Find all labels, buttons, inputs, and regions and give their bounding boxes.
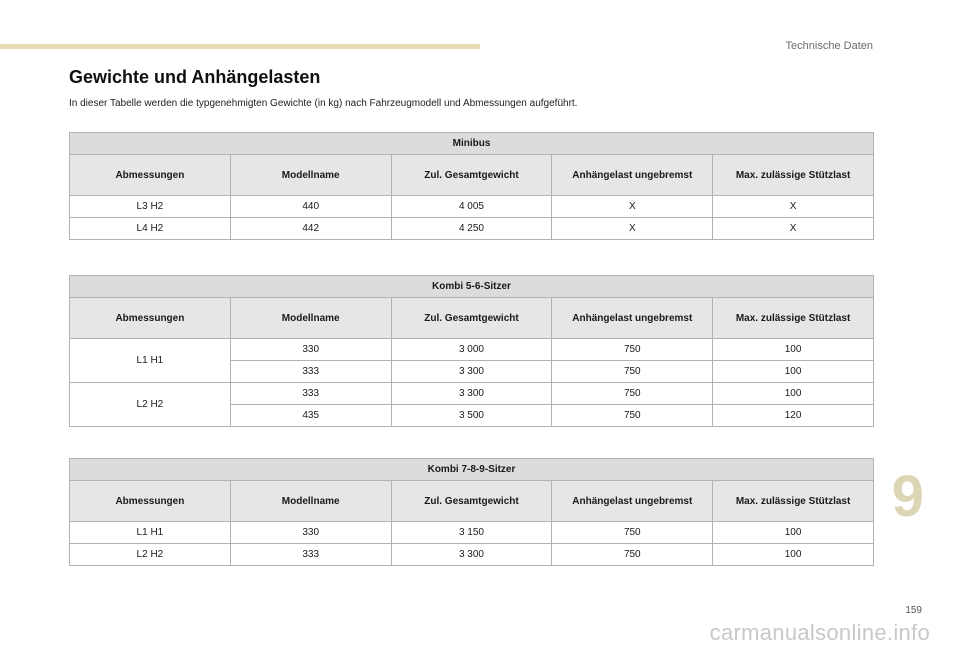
value-cell: 750 — [552, 405, 713, 427]
chapter-number: 9 — [891, 464, 924, 529]
column-header: Anhängelast ungebremst — [552, 155, 713, 196]
watermark: carmanualsonline.info — [709, 620, 930, 645]
column-header: Zul. Gesamtgewicht — [391, 155, 552, 196]
value-cell: 442 — [230, 218, 391, 240]
page-number: 159 — [905, 605, 922, 616]
value-cell: 4 250 — [391, 218, 552, 240]
table-group-header-row — [70, 276, 874, 298]
value-cell: 750 — [552, 361, 713, 383]
value-cell: 333 — [230, 361, 391, 383]
column-header: Anhängelast ungebremst — [552, 481, 713, 522]
table-row — [70, 383, 874, 405]
column-header: Modellname — [230, 481, 391, 522]
table-column-header-row — [70, 155, 874, 196]
column-header: Abmessungen — [70, 481, 231, 522]
column-header: Abmessungen — [70, 155, 231, 196]
dimension-cell: L3 H2 — [70, 196, 231, 218]
value-cell: 3 500 — [391, 405, 552, 427]
value-cell: 435 — [230, 405, 391, 427]
column-header: Modellname — [230, 298, 391, 339]
table-row — [70, 218, 874, 240]
page-title: Gewichte und Anhängelasten — [69, 67, 321, 87]
value-cell: 333 — [230, 383, 391, 405]
value-cell: X — [713, 196, 874, 218]
value-cell: 100 — [713, 383, 874, 405]
table-group-title: Kombi 7-8-9-Sitzer — [70, 459, 874, 481]
value-cell: 750 — [552, 544, 713, 566]
value-cell: 750 — [552, 383, 713, 405]
dimension-cell: L1 H1 — [70, 522, 231, 544]
table-group-header-row — [70, 133, 874, 155]
value-cell: X — [552, 218, 713, 240]
table-row — [70, 339, 874, 361]
weights-table-kombi-5-6 — [69, 275, 874, 427]
value-cell: 333 — [230, 544, 391, 566]
value-cell: 330 — [230, 339, 391, 361]
dimension-cell: L2 H2 — [70, 544, 231, 566]
intro-text: In dieser Tabelle werden die typgenehmigten Gewichte (in kg) nach Fahrzeugmodell und Abmessungen aufgeführt. — [69, 98, 578, 109]
table-group-header-row — [70, 459, 874, 481]
column-header: Zul. Gesamtgewicht — [391, 298, 552, 339]
dimension-cell: L1 H1 — [70, 339, 231, 383]
dimension-cell: L4 H2 — [70, 218, 231, 240]
column-header: Max. zulässige Stützlast — [713, 481, 874, 522]
table-column-header-row — [70, 298, 874, 339]
value-cell: 3 300 — [391, 361, 552, 383]
value-cell: 330 — [230, 522, 391, 544]
table-row — [70, 522, 874, 544]
value-cell: 440 — [230, 196, 391, 218]
column-header: Anhängelast ungebremst — [552, 298, 713, 339]
weights-table-kombi-7-8-9 — [69, 458, 874, 566]
value-cell: X — [552, 196, 713, 218]
table-row — [70, 196, 874, 218]
dimension-cell: L2 H2 — [70, 383, 231, 427]
value-cell: 750 — [552, 522, 713, 544]
column-header: Max. zulässige Stützlast — [713, 298, 874, 339]
value-cell: 120 — [713, 405, 874, 427]
value-cell: 3 300 — [391, 544, 552, 566]
table-group-title: Kombi 5-6-Sitzer — [70, 276, 874, 298]
value-cell: 100 — [713, 339, 874, 361]
column-header: Abmessungen — [70, 298, 231, 339]
table-row — [70, 544, 874, 566]
column-header: Zul. Gesamtgewicht — [391, 481, 552, 522]
value-cell: 100 — [713, 544, 874, 566]
value-cell: 100 — [713, 361, 874, 383]
column-header: Max. zulässige Stützlast — [713, 155, 874, 196]
value-cell: 3 300 — [391, 383, 552, 405]
section-title: Technische Daten — [785, 40, 873, 52]
column-header: Modellname — [230, 155, 391, 196]
weights-table-minibus — [69, 132, 874, 240]
value-cell: 4 005 — [391, 196, 552, 218]
value-cell: 750 — [552, 339, 713, 361]
header-accent-bar — [0, 44, 480, 49]
value-cell: 3 000 — [391, 339, 552, 361]
value-cell: 100 — [713, 522, 874, 544]
value-cell: X — [713, 218, 874, 240]
value-cell: 3 150 — [391, 522, 552, 544]
table-column-header-row — [70, 481, 874, 522]
table-group-title: Minibus — [70, 133, 874, 155]
